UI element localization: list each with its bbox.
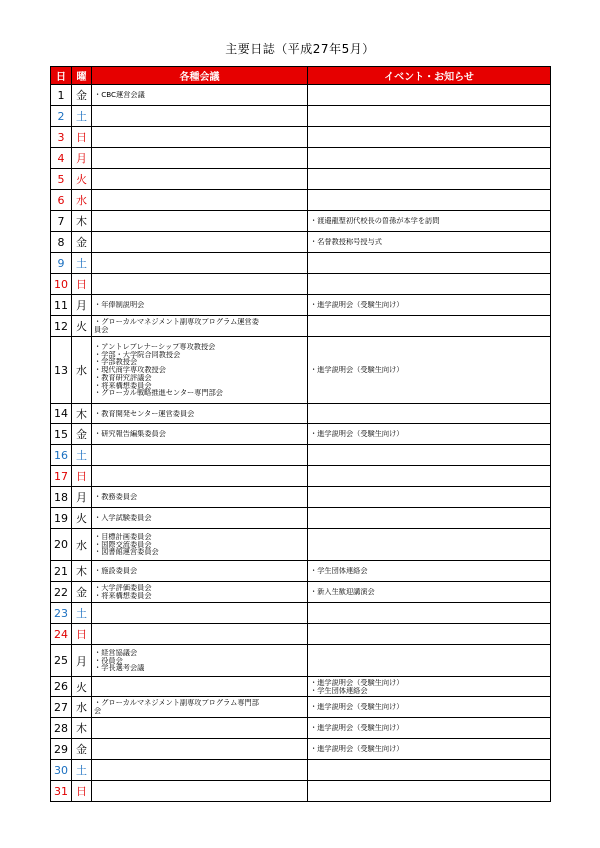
meeting-item: ・教務委員会 [94, 493, 138, 501]
day-cell: 7 [51, 211, 72, 232]
meeting-item: ・アントレプレナーシップ専攻教授会 [94, 342, 216, 351]
meetings-cell [92, 274, 308, 295]
weekday-cell: 金 [72, 232, 92, 253]
diary-table [50, 66, 551, 802]
event-item: ・渡邉龍聖初代校長の曽孫が本学を訪問 [310, 217, 440, 225]
page-title: 主要日誌（平成27年5月） [225, 42, 375, 56]
events-cell [308, 445, 551, 466]
meetings-cell [92, 106, 308, 127]
table-row [51, 190, 551, 211]
meetings-cell [92, 424, 308, 445]
events-cell [308, 337, 551, 404]
meeting-item: ・教育開発センター運営委員会 [94, 409, 195, 418]
day-cell: 13 [51, 337, 72, 404]
event-item: ・進学説明会（受験生向け） [310, 301, 404, 309]
weekday-cell: 月 [72, 487, 92, 508]
weekday-cell: 日 [72, 466, 92, 487]
day-cell: 4 [51, 148, 72, 169]
events-cell [308, 211, 551, 232]
table-row [51, 295, 551, 316]
day-cell: 3 [51, 127, 72, 148]
meeting-item: ・グローカル戦略推進センター専門部会 [94, 389, 223, 398]
table-row [51, 561, 551, 582]
table-row [51, 445, 551, 466]
weekday-cell: 日 [72, 624, 92, 645]
meeting-item: ・グローカルマネジメント副専攻プログラム運営委 [94, 318, 259, 326]
events-cell [308, 253, 551, 274]
events-cell [308, 295, 551, 316]
event-item: ・学生団体連絡会 [310, 686, 368, 695]
meetings-cell [92, 645, 308, 677]
weekday-cell: 火 [72, 677, 92, 697]
events-cell [308, 487, 551, 508]
weekday-cell: 金 [72, 85, 92, 106]
events-cell [308, 677, 551, 697]
day-cell: 2 [51, 106, 72, 127]
weekday-cell: 日 [72, 781, 92, 802]
day-cell: 31 [51, 781, 72, 802]
events-cell [308, 603, 551, 624]
day-cell: 25 [51, 645, 72, 677]
events-cell [308, 781, 551, 802]
meetings-cell [92, 466, 308, 487]
meetings-cell [92, 148, 308, 169]
table-row [51, 508, 551, 529]
events-cell [308, 274, 551, 295]
meetings-cell [92, 85, 308, 106]
event-item: ・学生団体連絡会 [310, 567, 368, 575]
event-item: ・進学説明会（受験生向け） [310, 703, 404, 711]
event-item: ・新入生歓迎講演会 [310, 588, 375, 596]
table-row [51, 466, 551, 487]
events-cell [308, 404, 551, 424]
day-cell: 27 [51, 697, 72, 718]
weekday-cell: 月 [72, 295, 92, 316]
meetings-cell [92, 508, 308, 529]
meetings-cell [92, 677, 308, 697]
day-cell: 9 [51, 253, 72, 274]
event-item: ・進学説明会（受験生向け） [310, 724, 404, 732]
day-cell: 1 [51, 85, 72, 106]
weekday-cell: 水 [72, 529, 92, 561]
table-row [51, 85, 551, 106]
weekday-cell: 水 [72, 697, 92, 718]
meetings-cell [92, 487, 308, 508]
events-cell [308, 718, 551, 739]
events-cell [308, 316, 551, 337]
meetings-cell [92, 316, 308, 337]
table-row [51, 677, 551, 697]
table-row [51, 697, 551, 718]
meetings-cell [92, 760, 308, 781]
events-cell [308, 508, 551, 529]
day-cell: 23 [51, 603, 72, 624]
table-row [51, 582, 551, 603]
table-header-row [51, 67, 551, 85]
event-item: ・進学説明会（受験生向け） [310, 430, 404, 438]
meeting-item: 会 [94, 707, 102, 715]
day-cell: 19 [51, 508, 72, 529]
meetings-cell [92, 404, 308, 424]
meetings-cell [92, 582, 308, 603]
events-cell [308, 127, 551, 148]
events-cell [308, 582, 551, 603]
header-meetings: 各種会議 [92, 67, 308, 85]
meeting-item: ・将来構想委員会 [94, 381, 152, 390]
events-cell [308, 697, 551, 718]
day-cell: 14 [51, 404, 72, 424]
header-events: イベント・お知らせ [308, 67, 551, 85]
weekday-cell: 土 [72, 760, 92, 781]
meetings-cell [92, 697, 308, 718]
weekday-cell: 木 [72, 718, 92, 739]
day-cell: 24 [51, 624, 72, 645]
meeting-item: ・研究報告編集委員会 [94, 430, 166, 438]
table-row [51, 739, 551, 760]
weekday-cell: 月 [72, 148, 92, 169]
meetings-cell [92, 529, 308, 561]
event-item: ・名誉教授称号授与式 [310, 238, 382, 246]
table-row [51, 645, 551, 677]
weekday-cell: 木 [72, 404, 92, 424]
weekday-cell: 水 [72, 337, 92, 404]
day-cell: 10 [51, 274, 72, 295]
meeting-item: ・学部教授会 [94, 358, 138, 367]
day-cell: 11 [51, 295, 72, 316]
meetings-cell [92, 232, 308, 253]
weekday-cell: 火 [72, 169, 92, 190]
weekday-cell: 金 [72, 582, 92, 603]
table-row [51, 781, 551, 802]
meeting-item: ・グローカルマネジメント副専攻プログラム専門部 [94, 699, 259, 707]
meeting-item: ・国際交流委員会 [94, 540, 152, 549]
day-cell: 30 [51, 760, 72, 781]
weekday-cell: 日 [72, 127, 92, 148]
event-item: ・進学説明会（受験生向け） [310, 366, 404, 374]
events-cell [308, 739, 551, 760]
events-cell [308, 466, 551, 487]
meeting-item: ・現代商学専攻教授会 [94, 366, 166, 374]
table-row [51, 148, 551, 169]
table-row [51, 337, 551, 404]
table-row [51, 760, 551, 781]
table-row [51, 404, 551, 424]
meeting-item: ・経営協議会 [94, 648, 138, 657]
meetings-cell [92, 190, 308, 211]
meetings-cell [92, 718, 308, 739]
weekday-cell: 木 [72, 211, 92, 232]
events-cell [308, 561, 551, 582]
day-cell: 22 [51, 582, 72, 603]
meetings-cell [92, 781, 308, 802]
meeting-item: ・入学試験委員会 [94, 514, 152, 522]
events-cell [308, 106, 551, 127]
weekday-cell: 金 [72, 739, 92, 760]
weekday-cell: 木 [72, 561, 92, 582]
day-cell: 16 [51, 445, 72, 466]
table-row [51, 211, 551, 232]
events-cell [308, 645, 551, 677]
weekday-cell: 火 [72, 316, 92, 337]
meeting-item: ・目標計画委員会 [94, 532, 152, 541]
events-cell [308, 190, 551, 211]
weekday-cell: 金 [72, 424, 92, 445]
day-cell: 26 [51, 677, 72, 697]
table-row [51, 253, 551, 274]
day-cell: 15 [51, 424, 72, 445]
day-cell: 6 [51, 190, 72, 211]
weekday-cell: 月 [72, 645, 92, 677]
table-row [51, 529, 551, 561]
meeting-item: ・大学評価委員会 [94, 584, 152, 592]
meeting-item: ・将来構想委員会 [94, 592, 152, 600]
meeting-item: ・役員会 [94, 656, 123, 665]
weekday-cell: 土 [72, 603, 92, 624]
meeting-item: ・学部・大学院合同教授会 [94, 350, 181, 359]
day-cell: 17 [51, 466, 72, 487]
table-row [51, 487, 551, 508]
weekday-cell: 水 [72, 190, 92, 211]
meetings-cell [92, 253, 308, 274]
day-cell: 5 [51, 169, 72, 190]
meeting-item: ・学長選考会議 [94, 664, 145, 673]
header-weekday: 曜 [72, 67, 92, 85]
events-cell [308, 624, 551, 645]
meetings-cell [92, 445, 308, 466]
weekday-cell: 土 [72, 445, 92, 466]
events-cell [308, 169, 551, 190]
meeting-item: ・CBC運営会議 [94, 91, 145, 99]
meeting-item: ・図書館運営委員会 [94, 548, 159, 557]
day-cell: 18 [51, 487, 72, 508]
meeting-item: ・教育研究評議会 [94, 373, 152, 382]
events-cell [308, 148, 551, 169]
meetings-cell [92, 127, 308, 148]
header-day: 日 [51, 67, 72, 85]
table-row [51, 169, 551, 190]
table-row [51, 624, 551, 645]
event-item: ・進学説明会（受験生向け） [310, 745, 404, 753]
events-cell [308, 85, 551, 106]
weekday-cell: 土 [72, 106, 92, 127]
events-cell [308, 760, 551, 781]
table-row [51, 232, 551, 253]
table-row [51, 424, 551, 445]
day-cell: 20 [51, 529, 72, 561]
table-row [51, 274, 551, 295]
meeting-item: 員会 [94, 326, 109, 334]
weekday-cell: 日 [72, 274, 92, 295]
day-cell: 12 [51, 316, 72, 337]
table-row [51, 603, 551, 624]
day-cell: 21 [51, 561, 72, 582]
event-item: ・進学説明会（受験生向け） [310, 678, 404, 687]
weekday-cell: 火 [72, 508, 92, 529]
table-row [51, 106, 551, 127]
meetings-cell [92, 169, 308, 190]
events-cell [308, 424, 551, 445]
meetings-cell [92, 624, 308, 645]
day-cell: 8 [51, 232, 72, 253]
table-row [51, 718, 551, 739]
meetings-cell [92, 603, 308, 624]
meeting-item: ・年俸制説明会 [94, 301, 145, 309]
table-row [51, 127, 551, 148]
meetings-cell [92, 561, 308, 582]
events-cell [308, 232, 551, 253]
weekday-cell: 土 [72, 253, 92, 274]
table-row [51, 316, 551, 337]
day-cell: 29 [51, 739, 72, 760]
meetings-cell [92, 211, 308, 232]
meetings-cell [92, 739, 308, 760]
day-cell: 28 [51, 718, 72, 739]
meeting-item: ・施設委員会 [94, 567, 138, 575]
meetings-cell [92, 337, 308, 404]
events-cell [308, 529, 551, 561]
meetings-cell [92, 295, 308, 316]
